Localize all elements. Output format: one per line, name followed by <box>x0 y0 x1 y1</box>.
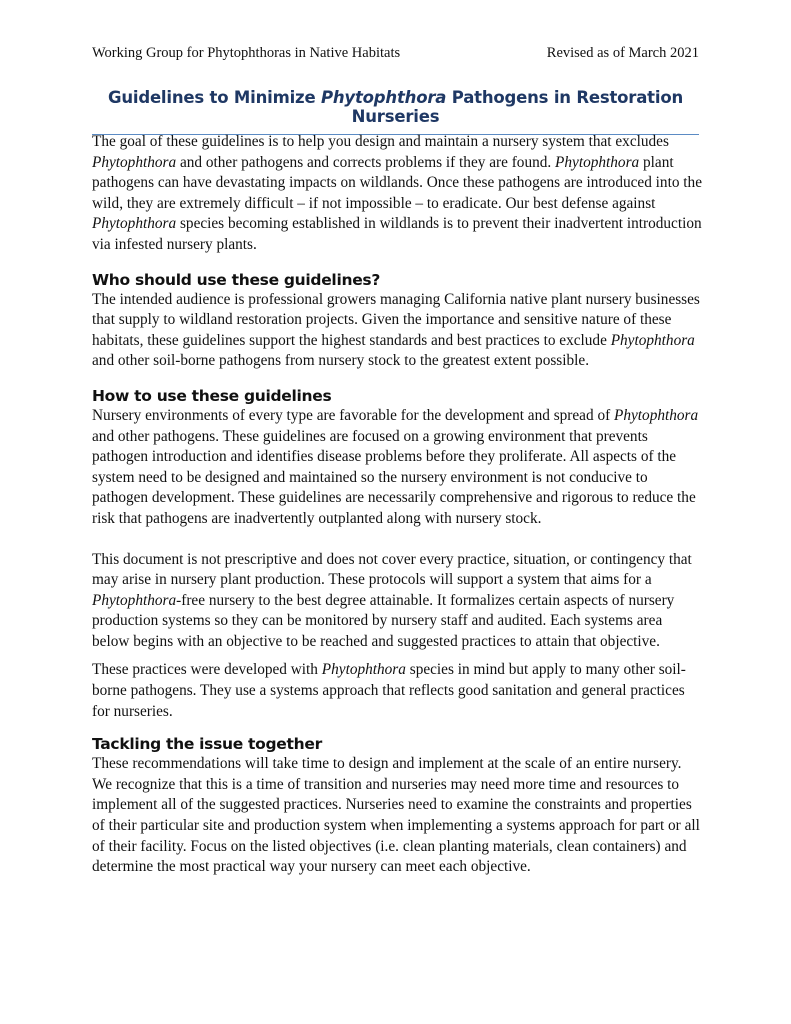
section-heading-how: How to use these guidelines <box>92 386 332 405</box>
italic-genus: Phytophthora <box>555 153 640 171</box>
text-run: plant pathogens can have devastating impacts on wildlands. Once these pathogens are introduced into the wild, they are extremely difficult – if not impossible – to eradicate. Our best defense against <box>92 153 702 212</box>
how-paragraph-1 <box>92 406 702 530</box>
italic-genus: Phytophthora <box>92 215 177 233</box>
text-run: species in mind but apply to many other soil-borne pathogens. They use a systems approach that reflects good sanitation and general practices for nurseries. <box>92 661 686 720</box>
how-paragraph-2 <box>92 550 702 653</box>
page-title <box>92 88 699 135</box>
document-body <box>92 132 702 878</box>
text-run: These practices were developed with <box>92 661 322 679</box>
intro-paragraph <box>92 132 702 256</box>
text-run: Nursery environments of every type are favorable for the development and spread of <box>92 406 615 424</box>
text-run: The goal of these guidelines is to help you design and maintain a nursery system that excludes <box>92 133 669 150</box>
text-run: -free nursery to the best degree attainable. It formalizes certain aspects of nursery production systems so they can be monitored by nursery staff and audited. Each systems area below begins with an objective to be reached and suggested practices to attain that objective. <box>92 591 675 650</box>
text-run: species becoming established in wildlands is to prevent their inadvertent introduction via infested nursery plants. <box>92 215 702 253</box>
text-run: These recommendations will take time to design and implement at the scale of an entire nursery. We recognize that this is a time of transition and nurseries may need more time and resources to implement all of the suggested practices. Nurseries need to examine the constraints and properties of their particular site and production system when implementing a systems approach for part or all of their facility. Focus on the listed objectives (i.e. clean planting materials, clean containers) and determine the most practical way your nursery can meet each objective. <box>92 755 700 876</box>
how-paragraph-3 <box>92 660 702 722</box>
italic-genus: Phytophthora <box>92 591 177 609</box>
header-organization: Working Group for Phytophthoras in Native Habitats <box>92 45 401 61</box>
italic-genus: Phytophthora <box>610 331 695 349</box>
italic-genus: Phytophthora <box>92 153 177 171</box>
title-italic-genus: Phytophthora <box>320 88 447 107</box>
title-part-2: Pathogens in Restoration Nurseries <box>351 88 683 126</box>
text-run: and other soil-borne pathogens from nursery stock to the greatest extent possible. <box>92 352 590 370</box>
title-part-1: Guidelines to Minimize <box>107 88 321 107</box>
text-run: The intended audience is professional growers managing California native plant nursery businesses that supply to wildland restoration projects. Given the importance and sensitive nature of these habitats, these guidelines support the highest standards and best practices to exclude <box>92 290 700 349</box>
tackling-paragraph <box>92 754 702 878</box>
text-run: and other pathogens. These guidelines are focused on a growing environment that prevents pathogen introduction and identifies disease problems before they proliferate. All aspects of the system need to be designed and maintained so the nursery environment is not conducive to pathogen development. These guidelines are necessarily comprehensive and rigorous to reduce the risk that pathogens are inadvertently outplanted along with nursery stock. <box>92 427 696 527</box>
section-heading-who: Who should use these guidelines? <box>92 270 381 289</box>
text-run: This document is not prescriptive and does not cover every practice, situation, or contingency that may arise in nursery plant production. These protocols will support a system that aims for a <box>92 550 692 589</box>
who-paragraph <box>92 290 702 372</box>
header-revision-date: Revised as of March 2021 <box>546 45 699 61</box>
running-header <box>92 45 699 62</box>
text-run: and other pathogens and corrects problems if they are found. <box>176 153 556 171</box>
italic-genus: Phytophthora <box>321 661 406 679</box>
section-heading-tackling: Tackling the issue together <box>92 735 322 754</box>
italic-genus: Phytophthora <box>614 406 699 424</box>
